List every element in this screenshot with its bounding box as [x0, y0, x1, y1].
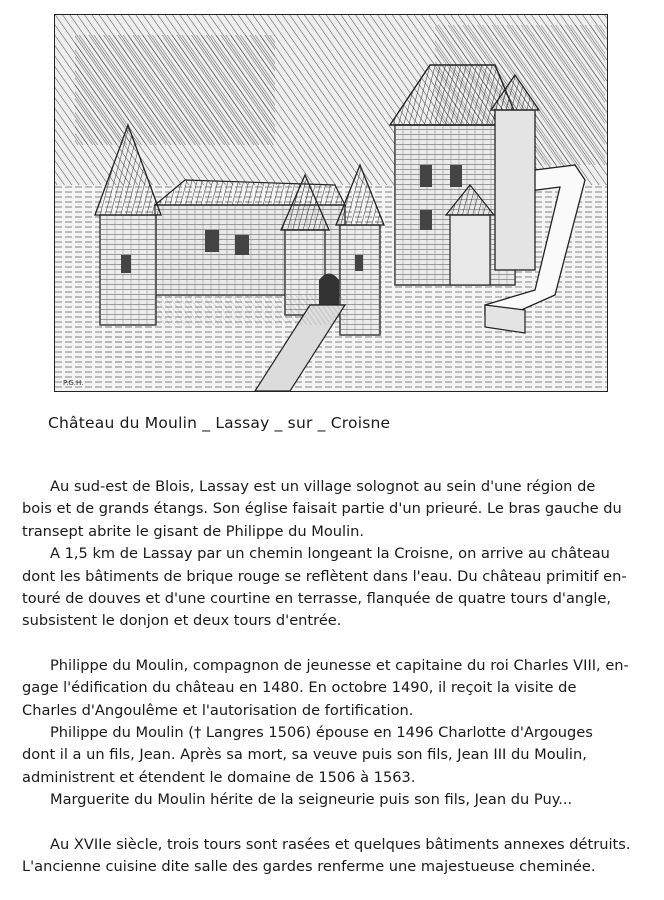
- illustration-signature: P.G.H.: [63, 379, 84, 387]
- text-line: Au XVIIe siècle, trois tours sont rasées et quelques bâtiments annexes détruits.: [50, 835, 631, 853]
- text-line: Philippe du Moulin († Langres 1506) épouse en 1496 Charlotte d'Argouges: [50, 724, 593, 742]
- illustration-caption: Château du Moulin _ Lassay _ sur _ Croisne: [48, 414, 391, 432]
- text-line: dont les bâtiments de brique rouge se reflètent dans l'eau. Du château primitif en-: [22, 567, 627, 585]
- text-line: Marguerite du Moulin hérite de la seigneurie puis son fils, Jean du Puy...: [50, 791, 573, 809]
- paragraph: [22, 789, 642, 811]
- text-line: touré de douves et d'une courtine en terrasse, flanquée de quatre tours d'angle,: [22, 590, 612, 608]
- text-line: Au sud-est de Blois, Lassay est un village solognot au sein d'une région de: [50, 478, 596, 495]
- text-line: Charles d'Angoulême et l'autorisation de fortification.: [22, 701, 414, 719]
- text-line: transept abrite le gisant de Philippe du Moulin.: [22, 522, 365, 540]
- paragraph: [22, 543, 642, 633]
- text-line: L'ancienne cuisine dite salle des gardes renferme une majestueuse cheminée.: [22, 858, 596, 876]
- body-text: [22, 476, 642, 879]
- chateau-sketch-svg: [55, 15, 607, 391]
- chateau-drawing: [54, 14, 608, 392]
- paragraph: [22, 722, 642, 789]
- text-line: gage l'édification du château en 1480. En octobre 1490, il reçoit la visite de: [22, 679, 577, 697]
- text-line: administrent et étendent le domaine de 1506 à 1563.: [22, 768, 416, 786]
- paragraph: [22, 655, 642, 722]
- text-line: A 1,5 km de Lassay par un chemin longeant la Croisne, on arrive au château: [50, 545, 610, 563]
- text-line: bois et de grands étangs. Son église faisait partie d'un prieuré. Le bras gauche du: [22, 500, 622, 518]
- text-line: dont il a un fils, Jean. Après sa mort, sa veuve puis son fils, Jean III du Moulin,: [22, 746, 587, 764]
- paragraph: [22, 834, 642, 879]
- text-line: Philippe du Moulin, compagnon de jeunesse et capitaine du roi Charles VIII, en-: [50, 656, 629, 674]
- paragraph: [22, 476, 642, 543]
- text-line: subsistent le donjon et deux tours d'entrée.: [22, 612, 342, 630]
